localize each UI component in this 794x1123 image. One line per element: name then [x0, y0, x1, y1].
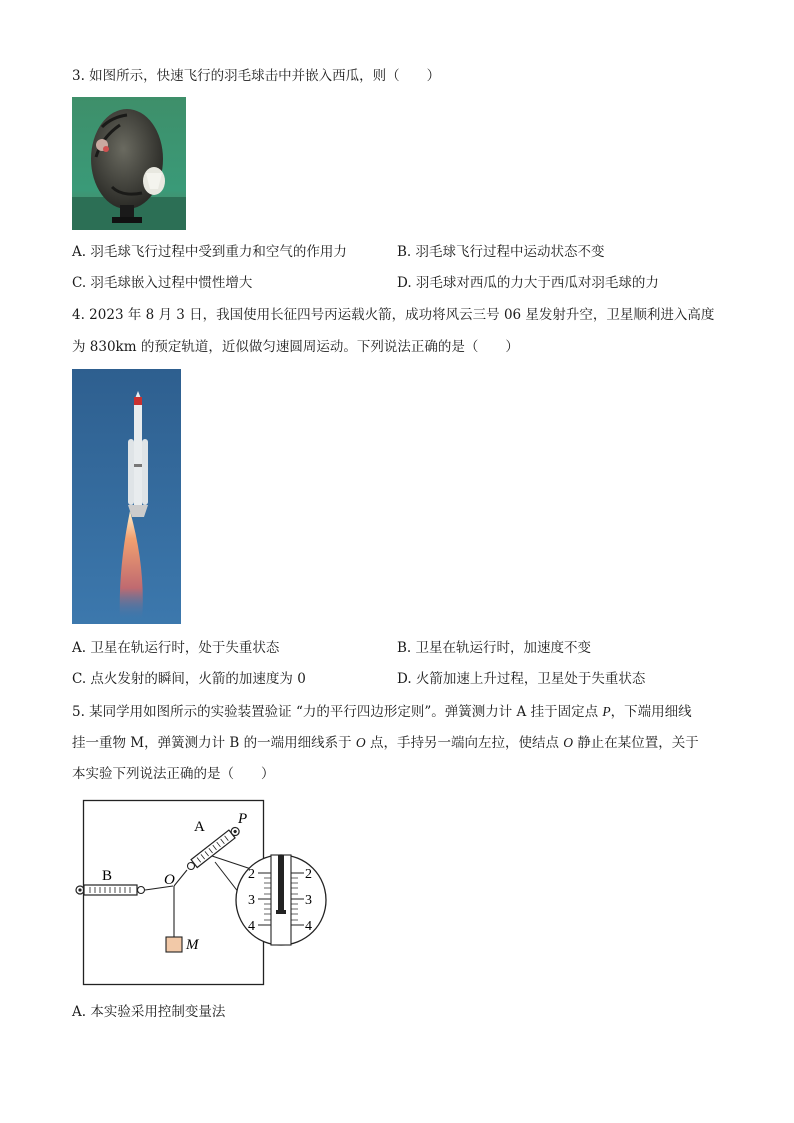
tick-right-2: 2 [305, 867, 312, 882]
tick-right-3: 3 [305, 893, 312, 908]
experiment-figure [72, 796, 334, 988]
point-o-label: O [355, 735, 366, 750]
q3-option-a[interactable]: A. 羽毛球飞行过程中受到重力和空气的作用力 [72, 244, 347, 260]
point-p-label: P [602, 704, 611, 719]
label-b: B [102, 868, 113, 884]
q3-stem: 3. 如图所示，快速飞行的羽毛球击中并嵌入西瓜，则（ ） [72, 68, 441, 84]
label-o: O [164, 872, 175, 888]
watermelon-image [72, 97, 186, 230]
q5-stem-line1-text: 5. 某同学用如图所示的实验装置验证 “力的平行四边形定则”。弹簧测力计 A 挂于固定点 [72, 704, 603, 720]
q4-option-b[interactable]: B. 卫星在轨运行时，加速度不变 [397, 640, 592, 656]
q5-stem-line1-tail: ，下端用细线 [610, 704, 692, 720]
watermelon-photo [72, 97, 186, 230]
q4-stem-line2: 为 830km 的预定轨道，近似做匀速圆周运动。下列说法正确的是（ ） [72, 339, 519, 355]
q5-stem-line2-text: 挂一重物 M，弹簧测力计 B 的一端用细线系于 [72, 735, 356, 751]
tick-left-3: 3 [248, 893, 255, 908]
rocket-image [72, 369, 181, 624]
q5-option-a[interactable]: A. 本实验采用控制变量法 [72, 1004, 226, 1020]
q5-stem-line3: 本实验下列说法正确的是（ ） [72, 766, 275, 782]
q5-stem-line2 [72, 733, 699, 753]
q3-option-d[interactable]: D. 羽毛球对西瓜的力大于西瓜对羽毛球的力 [397, 275, 659, 291]
string-a [174, 870, 187, 886]
weight-m [166, 937, 182, 952]
tick-right-4: 4 [305, 919, 312, 934]
q5-stem-line2-tail: 静止在某位置，关于 [573, 735, 699, 751]
label-m: M [186, 937, 199, 953]
q4-option-a[interactable]: A. 卫星在轨运行时，处于失重状态 [72, 640, 280, 656]
label-p: P [238, 811, 248, 827]
magnified-scale [236, 855, 326, 945]
q5-stem-line2-mid: 点，手持另一端向左拉，使结点 [365, 735, 564, 751]
tick-left-2: 2 [248, 867, 255, 882]
label-a: A [194, 819, 205, 835]
q4-option-c[interactable]: C. 点火发射的瞬间，火箭的加速度为 0 [72, 671, 306, 687]
q5-stem-line1 [72, 702, 692, 722]
q3-option-c[interactable]: C. 羽毛球嵌入过程中惯性增大 [72, 275, 253, 291]
force-diagram [72, 796, 334, 988]
tick-left-4: 4 [248, 919, 255, 934]
rocket-photo [72, 369, 181, 624]
spring-scale-b [76, 885, 145, 895]
q3-option-b[interactable]: B. 羽毛球飞行过程中运动状态不变 [397, 244, 605, 260]
q4-stem-line1: 4. 2023 年 8 月 3 日，我国使用长征四号丙运载火箭，成功将风云三号 06 星发射升空，卫星顺利进入高度 [72, 307, 715, 323]
point-o-label-2: O [563, 735, 574, 750]
q4-option-d[interactable]: D. 火箭加速上升过程，卫星处于失重状态 [397, 671, 646, 687]
